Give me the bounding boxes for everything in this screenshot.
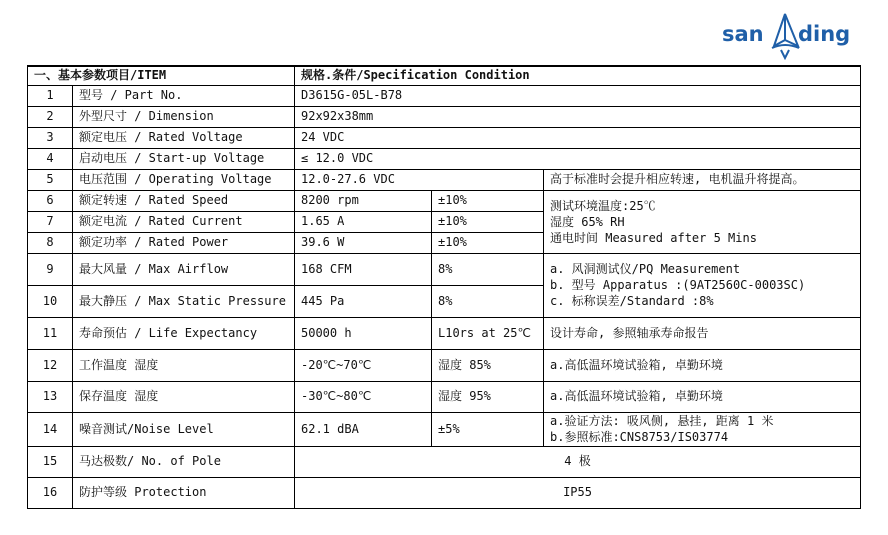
row-value: 12.0-27.6 VDC: [295, 169, 544, 190]
noise-test-note: [544, 412, 861, 446]
table-header-row: [28, 66, 861, 85]
row-value: 92x92x38mm: [295, 106, 861, 127]
row-no: 2: [28, 106, 73, 127]
table-row: [28, 446, 861, 477]
row-tolerance: ±5%: [432, 412, 544, 446]
table-row: [28, 190, 861, 211]
row-note: a.高低温环境试验箱, 卓勤环境: [544, 349, 861, 381]
row-value: D3615G-05L-B78: [295, 85, 861, 106]
table-row: [28, 349, 861, 381]
row-no: 13: [28, 381, 73, 412]
sanding-logo: [722, 12, 854, 62]
note-line: 湿度 65% RH: [550, 214, 625, 229]
table-row: [28, 106, 861, 127]
row-item: 额定转速 / Rated Speed: [73, 190, 295, 211]
note-line: a.验证方法: 吸风侧, 悬挂, 距离 1 米: [550, 414, 774, 428]
row-tolerance: 8%: [432, 285, 544, 317]
table-row: [28, 317, 861, 349]
row-no: 6: [28, 190, 73, 211]
row-item: 寿命预估 / Life Expectancy: [73, 317, 295, 349]
note-line: c. 标称误差/Standard :8%: [550, 294, 714, 308]
row-item: 型号 / Part No.: [73, 85, 295, 106]
row-tolerance: 湿度 85%: [432, 349, 544, 381]
table-row: [28, 148, 861, 169]
table-row: [28, 412, 861, 446]
row-item: 最大静压 / Max Static Pressure: [73, 285, 295, 317]
row-value: 50000 h: [295, 317, 432, 349]
row-item: 额定电压 / Rated Voltage: [73, 127, 295, 148]
row-tolerance: ±10%: [432, 190, 544, 211]
table-row: [28, 253, 861, 285]
row-value: IP55: [295, 477, 861, 508]
row-value: 8200 rpm: [295, 190, 432, 211]
note-line: 测试环境温度:25℃: [550, 198, 656, 213]
row-value: 4 极: [295, 446, 861, 477]
note-line: b.参照标准:CNS8753/IS03774: [550, 430, 729, 444]
row-no: 16: [28, 477, 73, 508]
row-value: 168 CFM: [295, 253, 432, 285]
test-environment-note: [544, 190, 861, 253]
row-no: 7: [28, 211, 73, 232]
row-tolerance: L10rs at 25℃: [432, 317, 544, 349]
row-value: ≤ 12.0 VDC: [295, 148, 861, 169]
header-item: 一、基本参数项目/ITEM: [28, 66, 295, 85]
row-value: -20℃~70℃: [295, 349, 432, 381]
row-no: 3: [28, 127, 73, 148]
logo-text-san: san: [722, 22, 764, 46]
row-tolerance: 8%: [432, 253, 544, 285]
row-no: 5: [28, 169, 73, 190]
row-no: 15: [28, 446, 73, 477]
row-tolerance: ±10%: [432, 232, 544, 253]
sailboat-icon: [768, 12, 802, 60]
row-no: 14: [28, 412, 73, 446]
row-item: 噪音测试/Noise Level: [73, 412, 295, 446]
row-no: 9: [28, 253, 73, 285]
logo-text-ding: ding: [798, 22, 851, 46]
row-item: 保存温度 湿度: [73, 381, 295, 412]
row-item: 启动电压 / Start-up Voltage: [73, 148, 295, 169]
row-item: 外型尺寸 / Dimension: [73, 106, 295, 127]
row-note: a.高低温环境试验箱, 卓勤环境: [544, 381, 861, 412]
row-value: 62.1 dBA: [295, 412, 432, 446]
note-line: b. 型号 Apparatus :(9AT2560C-0003SC): [550, 278, 806, 292]
table-row: [28, 381, 861, 412]
row-item: 最大风量 / Max Airflow: [73, 253, 295, 285]
row-item: 防护等级 Protection: [73, 477, 295, 508]
note-line: a. 风洞测试仪/PQ Measurement: [550, 262, 741, 276]
row-item: 工作温度 湿度: [73, 349, 295, 381]
table-row: [28, 127, 861, 148]
row-value: 39.6 W: [295, 232, 432, 253]
row-value: 1.65 A: [295, 211, 432, 232]
row-note: 设计寿命, 参照轴承寿命报告: [544, 317, 861, 349]
table-row: [28, 169, 861, 190]
airflow-test-note: [544, 253, 861, 317]
row-no: 10: [28, 285, 73, 317]
row-tolerance: 湿度 95%: [432, 381, 544, 412]
spec-table: [27, 65, 861, 509]
row-value: 24 VDC: [295, 127, 861, 148]
header-spec: 规格.条件/Specification Condition: [295, 66, 861, 85]
row-no: 1: [28, 85, 73, 106]
table-row: [28, 477, 861, 508]
row-item: 额定电流 / Rated Current: [73, 211, 295, 232]
row-no: 4: [28, 148, 73, 169]
table-row: [28, 85, 861, 106]
row-no: 12: [28, 349, 73, 381]
row-value: -30℃~80℃: [295, 381, 432, 412]
row-note: 高于标准时会提升相应转速, 电机温升将提高。: [544, 169, 861, 190]
row-item: 额定功率 / Rated Power: [73, 232, 295, 253]
row-no: 11: [28, 317, 73, 349]
row-no: 8: [28, 232, 73, 253]
row-value: 445 Pa: [295, 285, 432, 317]
row-item: 电压范围 / Operating Voltage: [73, 169, 295, 190]
row-tolerance: ±10%: [432, 211, 544, 232]
row-item: 马达极数/ No. of Pole: [73, 446, 295, 477]
note-line: 通电时间 Measured after 5 Mins: [550, 230, 757, 245]
